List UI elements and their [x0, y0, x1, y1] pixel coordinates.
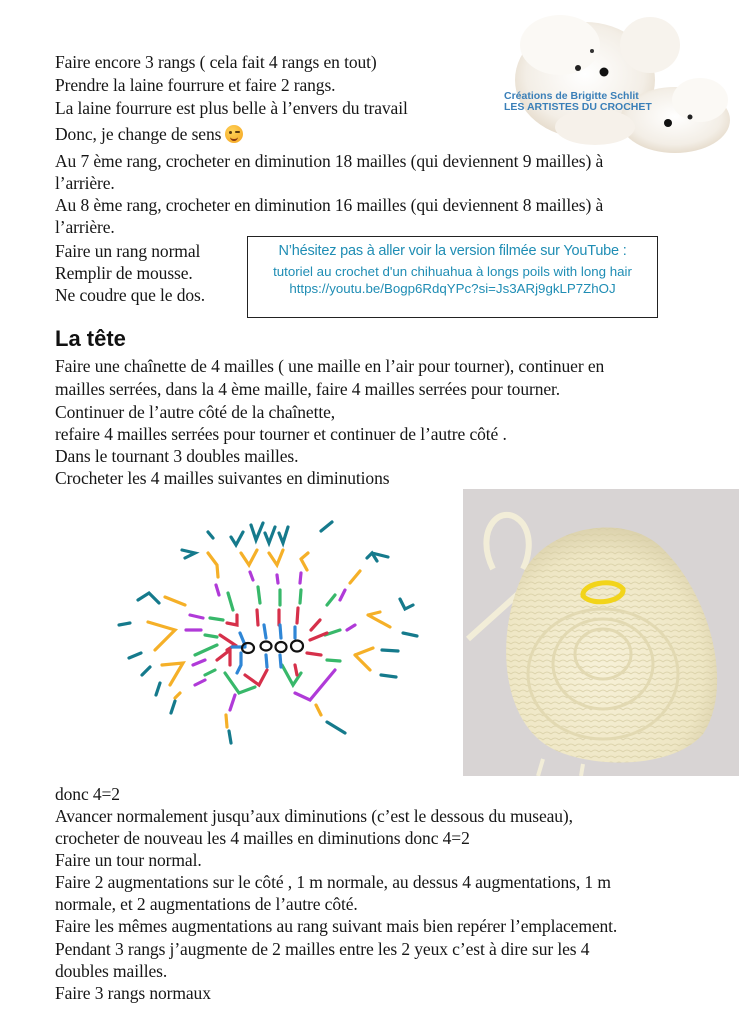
text-line: Pendant 3 rangs j’augmente de 2 mailles entre les 2 yeux c’est à dire sur les 4 [55, 939, 590, 959]
logo-line-2: LES ARTISTES DU CROCHET [504, 101, 652, 113]
text-line: Faire encore 3 rangs ( cela fait 4 rangs en tout) [55, 52, 377, 72]
text-line: Crocheter les 4 mailles suivantes en diminutions [55, 468, 390, 488]
text-line: Faire les mêmes augmentations au rang suivant mais bien repérer l’emplacement. [55, 916, 618, 936]
youtube-video-title: tutoriel au crochet d'un chihuahua à longs poils with long hair [273, 264, 632, 279]
text-line-with-emoji [55, 123, 243, 145]
youtube-note-box [247, 236, 658, 318]
text-line: l’arrière. [55, 217, 115, 237]
text-line: refaire 4 mailles serrées pour tourner et continuer de l’autre côté . [55, 424, 507, 444]
text-line: doubles mailles. [55, 961, 168, 981]
text-line: Faire 3 rangs normaux [55, 983, 211, 1003]
text-line: Faire une chaînette de 4 mailles ( une maille en l’air pour tourner), continuer en [55, 356, 605, 376]
text-line: Ne coudre que le dos. [55, 285, 205, 305]
text-line: Avancer normalement jusqu’aux diminutions (c’est le dessous du museau), [55, 806, 573, 826]
logo-line-1: Créations de Brigitte Schlit [504, 90, 639, 102]
text-line: Au 8 ème rang, crocheter en diminution 16 mailles (qui deviennent 8 mailles) à [55, 195, 604, 215]
text-line: l’arrière. [55, 173, 115, 193]
youtube-link[interactable]: https://youtu.be/Bogp6RdqYPc?si=Js3ARj9gkLP7ZhOJ [289, 281, 616, 296]
text-line: Remplir de mousse. [55, 263, 193, 283]
crochet-stitch-diagram [105, 505, 425, 775]
text-line: Faire un rang normal [55, 241, 201, 261]
crochet-head-photo [463, 489, 739, 776]
text-line: donc 4=2 [55, 784, 120, 804]
text-line: Prendre la laine fourrure et faire 2 rangs. [55, 75, 336, 95]
text-line: Au 7 ème rang, crocheter en diminution 18 mailles (qui deviennent 9 mailles) à [55, 151, 604, 171]
logo-text [504, 91, 652, 113]
text-line: La laine fourrure est plus belle à l’envers du travail [55, 98, 408, 118]
logo-dogs-image [500, 5, 740, 155]
youtube-note-title: N’hésitez pas à aller voir la version filmée sur YouTube : [278, 243, 627, 259]
text-line: crocheter de nouveau les 4 mailles en diminutions donc 4=2 [55, 828, 470, 848]
text-line: normale, et 2 augmentations de l’autre côté. [55, 894, 358, 914]
text-line: Faire 2 augmentations sur le côté , 1 m normale, au dessus 4 augmentations, 1 m [55, 872, 611, 892]
text-line: Faire un tour normal. [55, 850, 202, 870]
section-title: La tête [55, 326, 126, 351]
text-line: Dans le tournant 3 doubles mailles. [55, 446, 299, 466]
text-line: Donc, je change de sens [55, 124, 222, 144]
winking-face-icon [225, 125, 243, 143]
text-line: Continuer de l’autre côté de la chaînette, [55, 402, 336, 422]
text-line: mailles serrées, dans la 4 ème maille, faire 4 mailles serrées pour tourner. [55, 379, 561, 399]
